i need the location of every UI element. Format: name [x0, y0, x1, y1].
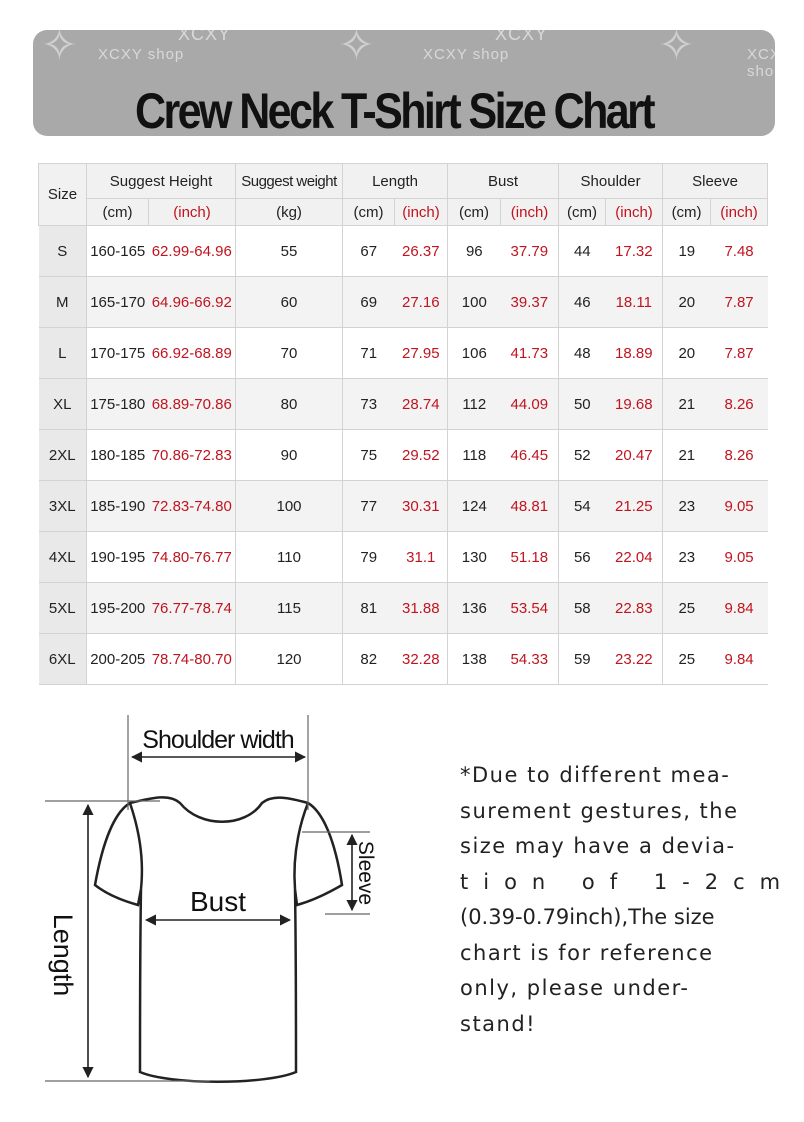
table-cell: 28.74 — [395, 379, 448, 430]
watermark-star-icon: ✧ — [338, 21, 375, 70]
table-cell: 9.84 — [711, 634, 768, 685]
header-shoulder: Shoulder — [559, 164, 663, 199]
table-row — [39, 226, 768, 277]
watermark-text: XCXY shop — [98, 46, 185, 63]
table-cell: 58 — [559, 583, 606, 634]
table-cell: 74.80-76.77 — [149, 532, 236, 583]
table-cell: 130 — [448, 532, 501, 583]
bust-label: Bust — [189, 886, 247, 917]
table-cell: 62.99-64.96 — [149, 226, 236, 277]
table-cell: 21 — [663, 430, 711, 481]
table-cell: 46.45 — [501, 430, 559, 481]
table-cell: 19 — [663, 226, 711, 277]
size-label-cell: 3XL — [39, 481, 87, 532]
table-cell: 46 — [559, 277, 606, 328]
table-cell: 55 — [236, 226, 343, 277]
table-cell: 22.04 — [606, 532, 663, 583]
table-cell: 118 — [448, 430, 501, 481]
table-cell: 120 — [236, 634, 343, 685]
table-cell: 68.89-70.86 — [149, 379, 236, 430]
table-cell: 71 — [343, 328, 395, 379]
table-cell: 37.79 — [501, 226, 559, 277]
size-chart-table — [38, 163, 768, 685]
header-length: Length — [343, 164, 448, 199]
table-row — [39, 379, 768, 430]
sleeve-label: Sleeve — [354, 840, 377, 906]
table-cell: 50 — [559, 379, 606, 430]
page-title: Crew Neck T-Shirt Size Chart — [135, 83, 653, 139]
table-cell: 160-165 — [87, 226, 149, 277]
tshirt-measurement-diagram — [40, 700, 440, 1100]
table-cell: 165-170 — [87, 277, 149, 328]
table-cell: 110 — [236, 532, 343, 583]
size-label-cell: L — [39, 328, 87, 379]
size-label-cell: XL — [39, 379, 87, 430]
table-cell: 170-175 — [87, 328, 149, 379]
size-label-cell: 6XL — [39, 634, 87, 685]
table-cell: 78.74-80.70 — [149, 634, 236, 685]
table-cell: 23.22 — [606, 634, 663, 685]
table-cell: 76.77-78.74 — [149, 583, 236, 634]
table-cell: 70 — [236, 328, 343, 379]
size-label-cell: 5XL — [39, 583, 87, 634]
unit-cm: (cm) — [448, 199, 501, 226]
table-cell: 29.52 — [395, 430, 448, 481]
table-row — [39, 532, 768, 583]
table-cell: 64.96-66.92 — [149, 277, 236, 328]
table-cell: 7.87 — [711, 277, 768, 328]
table-cell: 26.37 — [395, 226, 448, 277]
table-cell: 200-205 — [87, 634, 149, 685]
unit-inch: (inch) — [395, 199, 448, 226]
table-cell: 112 — [448, 379, 501, 430]
table-cell: 77 — [343, 481, 395, 532]
table-cell: 39.37 — [501, 277, 559, 328]
table-cell: 79 — [343, 532, 395, 583]
title-banner — [33, 21, 792, 139]
table-cell: 20.47 — [606, 430, 663, 481]
watermark-text: XCXY shop — [423, 46, 510, 63]
table-cell: 17.32 — [606, 226, 663, 277]
table-cell: 75 — [343, 430, 395, 481]
watermark-star-icon: ✧ — [41, 21, 78, 70]
header-size: Size — [39, 164, 87, 226]
table-cell: 54 — [559, 481, 606, 532]
length-label: Length — [48, 913, 78, 997]
table-cell: 96 — [448, 226, 501, 277]
table-cell: 44 — [559, 226, 606, 277]
note-line: size may have a devia- — [460, 834, 736, 858]
size-label-cell: S — [39, 226, 87, 277]
table-cell: 73 — [343, 379, 395, 430]
note-line: tion of 1-2cm — [460, 869, 796, 894]
note-line: stand! — [460, 1011, 537, 1036]
table-cell: 27.16 — [395, 277, 448, 328]
table-cell: 23 — [663, 532, 711, 583]
table-cell: 31.88 — [395, 583, 448, 634]
table-cell: 8.26 — [711, 379, 768, 430]
watermark-text: XCXY — [178, 24, 232, 44]
table-cell: 18.89 — [606, 328, 663, 379]
table-cell: 82 — [343, 634, 395, 685]
table-cell: 7.48 — [711, 226, 768, 277]
size-label-cell: M — [39, 277, 87, 328]
table-cell: 31.1 — [395, 532, 448, 583]
unit-cm: (cm) — [559, 199, 606, 226]
table-cell: 100 — [236, 481, 343, 532]
table-cell: 66.92-68.89 — [149, 328, 236, 379]
size-label-cell: 2XL — [39, 430, 87, 481]
table-cell: 30.31 — [395, 481, 448, 532]
tshirt-icon — [95, 797, 342, 1081]
watermark-text: XCXY — [495, 24, 549, 44]
table-cell: 20 — [663, 277, 711, 328]
table-cell: 67 — [343, 226, 395, 277]
table-cell: 69 — [343, 277, 395, 328]
note-line: surement gestures, the — [460, 798, 739, 823]
table-cell: 8.26 — [711, 430, 768, 481]
watermark-text: XCXY shop — [747, 46, 792, 80]
table-cell: 90 — [236, 430, 343, 481]
table-row — [39, 481, 768, 532]
table-cell: 51.18 — [501, 532, 559, 583]
table-cell: 53.54 — [501, 583, 559, 634]
table-cell: 136 — [448, 583, 501, 634]
unit-cm: (cm) — [343, 199, 395, 226]
table-cell: 9.05 — [711, 481, 768, 532]
table-cell: 124 — [448, 481, 501, 532]
note-line: only, please under- — [460, 976, 690, 1000]
unit-cm: (cm) — [87, 199, 149, 226]
table-cell: 70.86-72.83 — [149, 430, 236, 481]
table-cell: 27.95 — [395, 328, 448, 379]
table-cell: 72.83-74.80 — [149, 481, 236, 532]
table-cell: 81 — [343, 583, 395, 634]
table-cell: 21 — [663, 379, 711, 430]
table-cell: 23 — [663, 481, 711, 532]
table-cell: 175-180 — [87, 379, 149, 430]
shoulder-width-label: Shoulder width — [142, 726, 294, 754]
size-label-cell: 4XL — [39, 532, 87, 583]
size-table-body — [39, 226, 768, 685]
table-row — [39, 583, 768, 634]
watermark-star-icon: ✧ — [658, 21, 695, 70]
table-cell: 7.87 — [711, 328, 768, 379]
table-row — [39, 277, 768, 328]
header-bust: Bust — [448, 164, 559, 199]
table-cell: 41.73 — [501, 328, 559, 379]
unit-cm: (cm) — [663, 199, 711, 226]
table-cell: 20 — [663, 328, 711, 379]
table-cell: 52 — [559, 430, 606, 481]
table-cell: 21.25 — [606, 481, 663, 532]
unit-kg: (kg) — [236, 199, 343, 226]
table-cell: 138 — [448, 634, 501, 685]
header-height: Suggest Height — [87, 164, 236, 199]
table-cell: 59 — [559, 634, 606, 685]
table-cell: 56 — [559, 532, 606, 583]
table-cell: 19.68 — [606, 379, 663, 430]
table-cell: 100 — [448, 277, 501, 328]
table-cell: 106 — [448, 328, 501, 379]
table-cell: 185-190 — [87, 481, 149, 532]
table-cell: 195-200 — [87, 583, 149, 634]
table-cell: 44.09 — [501, 379, 559, 430]
table-cell: 48 — [559, 328, 606, 379]
note-line: chart is for reference — [460, 940, 714, 965]
table-cell: 25 — [663, 583, 711, 634]
table-cell: 18.11 — [606, 277, 663, 328]
unit-inch: (inch) — [501, 199, 559, 226]
size-deviation-note — [460, 758, 796, 1042]
table-cell: 48.81 — [501, 481, 559, 532]
table-cell: 9.05 — [711, 532, 768, 583]
header-weight: Suggest weight — [236, 164, 343, 199]
unit-inch: (inch) — [606, 199, 663, 226]
table-cell: 115 — [236, 583, 343, 634]
table-cell: 54.33 — [501, 634, 559, 685]
table-cell: 25 — [663, 634, 711, 685]
table-cell: 22.83 — [606, 583, 663, 634]
table-row — [39, 328, 768, 379]
table-row — [39, 634, 768, 685]
note-line: *Due to different mea- — [460, 763, 731, 787]
table-cell: 9.84 — [711, 583, 768, 634]
table-cell: 80 — [236, 379, 343, 430]
table-cell: 190-195 — [87, 532, 149, 583]
unit-inch: (inch) — [149, 199, 236, 226]
table-cell: 60 — [236, 277, 343, 328]
note-line: (0.39-0.79inch),The size — [460, 905, 715, 929]
table-row — [39, 430, 768, 481]
table-cell: 180-185 — [87, 430, 149, 481]
header-sleeve: Sleeve — [663, 164, 768, 199]
unit-inch: (inch) — [711, 199, 768, 226]
table-cell: 32.28 — [395, 634, 448, 685]
